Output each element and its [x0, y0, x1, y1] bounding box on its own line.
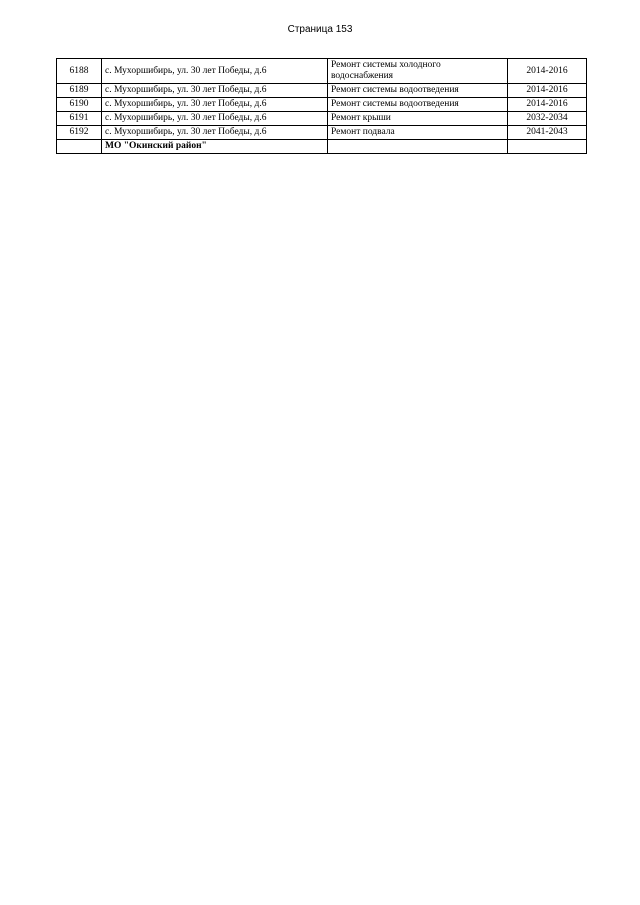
table-row: [57, 84, 587, 98]
row-number: 6190: [57, 98, 102, 112]
section-title: МО "Окинский район": [102, 140, 328, 154]
row-address: с. Мухоршибирь, ул. 30 лет Победы, д.6: [102, 59, 328, 84]
table-row: [57, 59, 587, 84]
row-number: 6192: [57, 126, 102, 140]
row-number: 6188: [57, 59, 102, 84]
row-work: Ремонт системы холодного водоснабжения: [328, 59, 508, 84]
row-work: Ремонт подвала: [328, 126, 508, 140]
table-row: [57, 98, 587, 112]
repair-schedule-table: [56, 58, 587, 154]
row-years: 2014-2016: [508, 98, 587, 112]
row-years: 2014-2016: [508, 59, 587, 84]
row-work: Ремонт системы водоотведения: [328, 98, 508, 112]
section-work-cell: [328, 140, 508, 154]
page-header: Страница 153: [287, 24, 353, 35]
row-number: 6189: [57, 84, 102, 98]
row-years: 2032-2034: [508, 112, 587, 126]
section-row: [57, 140, 587, 154]
row-years: 2041-2043: [508, 126, 587, 140]
row-work: Ремонт системы водоотведения: [328, 84, 508, 98]
table-row: [57, 112, 587, 126]
row-work: Ремонт крыши: [328, 112, 508, 126]
row-address: с. Мухоршибирь, ул. 30 лет Победы, д.6: [102, 126, 328, 140]
section-years-cell: [508, 140, 587, 154]
row-address: с. Мухоршибирь, ул. 30 лет Победы, д.6: [102, 84, 328, 98]
row-years: 2014-2016: [508, 84, 587, 98]
row-number: 6191: [57, 112, 102, 126]
row-address: с. Мухоршибирь, ул. 30 лет Победы, д.6: [102, 112, 328, 126]
section-number-cell: [57, 140, 102, 154]
row-address: с. Мухоршибирь, ул. 30 лет Победы, д.6: [102, 98, 328, 112]
table-row: [57, 126, 587, 140]
